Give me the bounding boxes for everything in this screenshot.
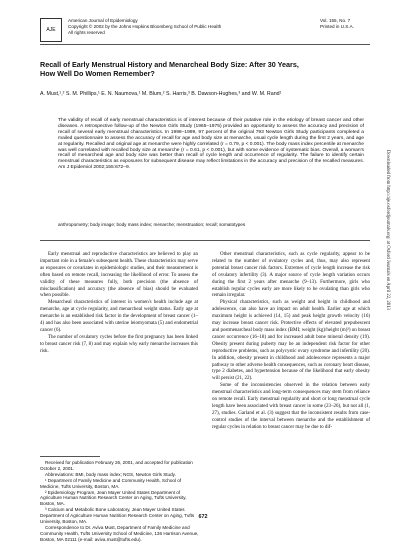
footnotes (40, 460, 200, 543)
page-number: 672 (198, 514, 208, 520)
body-column-left (40, 252, 198, 356)
footnote: Received for publication February 26, 2001, and accepted for publication October 2, 2001. (40, 460, 193, 471)
paragraph: The number of ovulatory cycles before the first pregnancy has been linked to breast cancer risk (7, 8) and may explain why early menarche increases this risk. (40, 334, 198, 354)
author-list: A. Must,¹,² S. M. Phillips,¹ E. N. Naumova,¹ M. Blum,² S. Harris,³ B. Dawson-Hughes,³ and W. M. Rand¹ (40, 91, 282, 97)
header-divider (40, 44, 370, 45)
volume-info (320, 18, 370, 30)
paragraph: Some of the inconsistencies observed in the relation between early menstrual characteristics and long-term consequences may stem from reliance on remote recall. Early menstrual regularity and short or long menstrual cycle length have been associated with breast cancer in some (23–26), but not all (1, 27), studies. Garland et al. (3) suggest that the inconsistent results from case-control studies of the interval between menarche and the establishment of regular cycles in relation to breast cancer may be due to dif- (212, 383, 370, 430)
footnote: ¹ Department of Family Medicine and Community Health, School of Medicine, Tufts University, Boston, MA. (40, 477, 182, 489)
paragraph: Other menstrual characteristics, such as cycle regularity, appear to be related to the number of ovulatory cycles and, thus, may also represent potential breast cancer risk factors. Extremes of cycle length increase the risk of ovulatory infertility (3). A major source of cycle length variation occurs during the first 2 years after menarche (9–13). Furthermore, girls who establish regular cycles early are more likely to be ovulating than girls who remain irregular. (212, 252, 370, 299)
journal-info (68, 18, 268, 36)
title-line-2: How Well Do Women Remember? (40, 69, 155, 78)
body-column-right (212, 252, 370, 432)
paragraph: Menarcheal characteristics of interest in women's health include age at menarche, age at cycle regularity, and menarcheal weight status. Early age at menarche is an established risk factor in the development of breast cancer (1–4) and has also been associated with uterine leiomyomata (5) and endometrial cancer (6). (40, 300, 198, 333)
copyright-line: Copyright © 2002 by the Johns Hopkins Bloomberg School of Public Health (68, 24, 222, 29)
volume-line: Vol. 155, No. 7 (320, 18, 351, 23)
journal-name: American Journal of Epidemiology (68, 18, 138, 23)
paragraph: Early menstrual and reproductive characteristics are believed to play an important role in a female's subsequent health. These characteristics may serve as exposures or covariates in epidemiologic studies, and their measurement is often based on remote recall, increasing the likelihood of error. To assess the validity of these measures fully, both precision (the absence of misclassification) and accuracy (the absence of bias) should be evaluated when possible. (40, 252, 198, 299)
abstract: The validity of recall of early menstrual characteristics is of interest because of their putative role in the etiology of breast cancer and other diseases. A retrospective follow-up of the Newton Girls Study (1965–1975) provided an opportunity to assess the accuracy and precision of recall of several early menstrual characteristics. In 1998–1999, 97 percent of the original 793 Newton Girls Study participants completed a mailed questionnaire to assess the accuracy of recall for age and body size at menarche, usual cycle length during the first 2 years, and age at regularity. Recalled and original age at menarche were highly correlated (r = 0.79, p < 0.001). The body mass index percentile at menarche was well correlated with recalled body size at menarche (r = 0.61, p < 0.001), but with some evidence of systematic bias. Overall, a woman's recall of menarcheal age and body size was better than recall of cycle length and occurrence of regularity. The failure to identify certain menstrual characteristics as exposures for subsequent disease may reflect limitations in the accuracy and precision of the recalled measures. Am J Epidemiol 2002;155:672–9. (58, 118, 364, 171)
journal-logo: AJE (40, 18, 62, 42)
abstract-divider (40, 240, 370, 241)
download-link-text[interactable]: Downloaded from http://aje.oxfordjournals.org/ at Oxford Journals on April 22, 2013 (385, 150, 390, 310)
printed-line: Printed in U.S.A. (320, 24, 354, 29)
title-line-1: Recall of Early Menstrual History and Menarcheal Body Size: After 30 Years, (40, 60, 299, 69)
paragraph: Physical characteristics, such as weight and height in childhood and adolescence, can also have an impact on adult health. Earlier age at which maximum height is achieved (14, 15) and peak height growth velocity (16) may increase breast cancer risk. Protective effects of elevated prepubescent and postmenarcheal body mass index (BMI; weight (kg)/height (m)²) on breast cancer occurrence (16–18) and for increased adult bone mineral density (19). Obesity present during puberty may be an independent risk factor for other reproductive problems, such as polycystic ovary syndrome and infertility (20). In addition, obesity present in childhood and adolescence represents a major pathway to other adverse health consequences, such as coronary heart disease, type 2 diabetes, and hypertension because of the likelihood that early obesity will persist (21, 22). (212, 300, 370, 382)
rights-line: All rights reserved (68, 30, 105, 35)
article-title (40, 60, 370, 78)
footnote-divider (40, 456, 100, 457)
keywords: anthropometry; body image; body mass index; menarche; menstruation; recall; somatotypes (58, 222, 246, 227)
footnote: Correspondence to Dr. Aviva Must, Department of Family Medicine and Community Health, Tufts University School of Medicine, 136 Harrison Avenue, Boston, MA 02111 (e-mail: aviva.must@tufts.edu). (40, 524, 199, 542)
footnote: ³ Calcium and Metabolic Bone Laboratory, Jean Mayer United States Department of Agriculture Human Nutrition Research Center on Aging, Tufts University, Boston, MA. (40, 507, 195, 525)
download-watermark[interactable] (379, 150, 393, 410)
footnote: Abbreviations: BMI, body mass index; NGS, Newton Girls Study. (45, 471, 176, 477)
footnote: ² Epidemiology Program, Jean Mayer United States Department of Agriculture Human Nutrition Research Center on Aging, Tufts University, Boston, MA. (40, 489, 187, 507)
